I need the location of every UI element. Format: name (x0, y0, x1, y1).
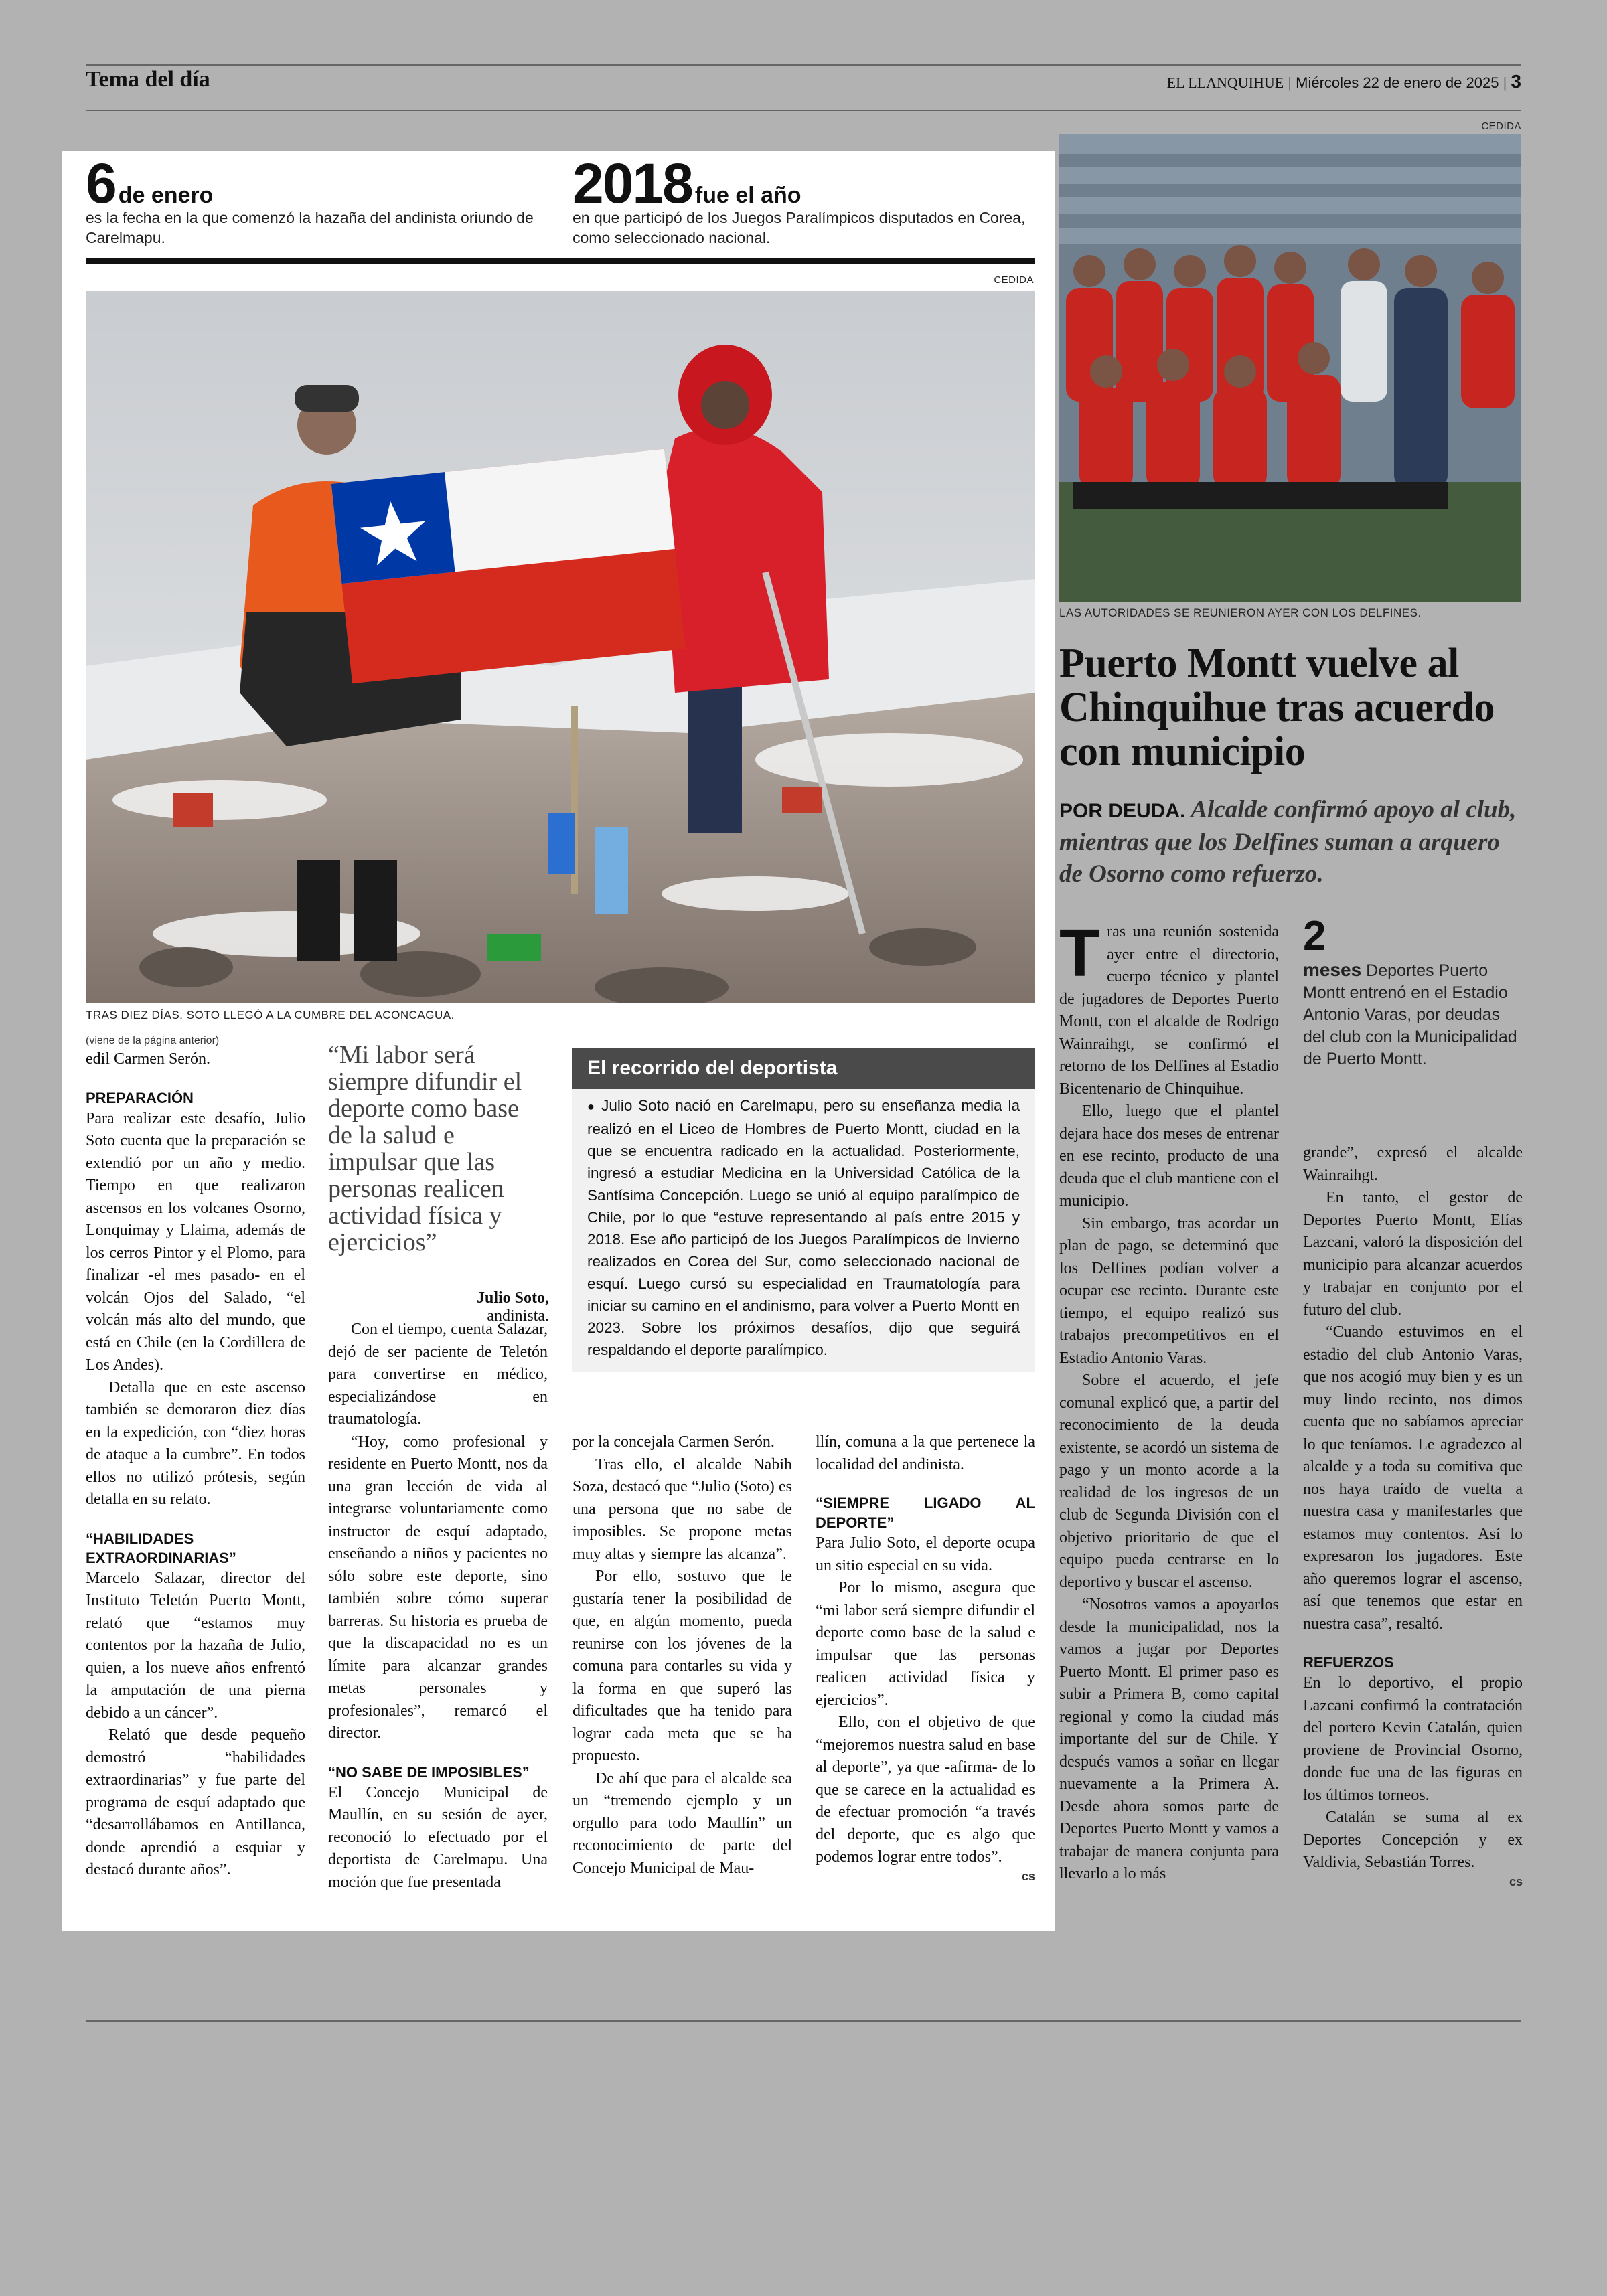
sideB-p3: “Cuando estuvimos en el estadio del club Antonio Varas, que nos acogió muy bien y es un muy lindo recinto, nos dimos cuenta que no sabíamos apreciar lo que teníamos. Le agradezco al alcalde y a toda su comitiva que nos haya traído de vuelta a nuestra casa y manifestarles que estamos muy contentos. Así lo expresaron los jugadores. Este año queremos lograr el ascenso, así que tenemos que estar en nuestra casa”, resaltó. (1303, 1323, 1523, 1633)
continued-note: (viene de la página anterior) (86, 1035, 220, 1046)
side-fact-unit: meses (1303, 959, 1362, 980)
side-headline: Puerto Montt vuelve al Chinquihue tras acuerdo con municipio (1059, 641, 1495, 774)
side-end-mark: cs (1509, 1874, 1523, 1888)
section-title: Tema del día (86, 67, 210, 92)
column-4 (816, 1431, 1035, 1884)
fact-2-number: 2018 (572, 152, 692, 215)
pull-quote-text: “Mi labor será siempre difundir el deporte como base de la salud e impulsar que las personas realicen actividad física y ejercicios” (328, 1041, 522, 1256)
col1-p2: Detalla que en este ascenso también se demoraron diez días en la expedición, con “diez horas de ataque a la cumbre”. En todos ellos no utilizó prótesis, según detalla en su relato. (86, 1378, 305, 1508)
end-mark: cs (1021, 1869, 1035, 1883)
info-box-text: Julio Soto nació en Carelmapu, pero su enseñanza media la realizó en el Liceo de Hombres de Puerto Montt, ciudad en la que se encuentra radicado en la actualidad. Posteriormente, ingresó a estudiar Medicina en la Universidad Católica de la Santísima Concepción. Luego se unió al equipo paralímpico de Chile, por lo que “estuve representando al país entre 2015 y 2018. Ese año participó de los Juegos Paralímpicos de Invierno realizados en Corea del Sur, como seleccionado nacional de esquí. Luego cursó su especialidad en Traumatología para iniciar su camino en el andinismo, para volver a Puerto Montt en 2023. Sobre los próximos desafíos, dijo que seguirá respaldando el deporte paralímpico. (587, 1097, 1020, 1358)
pull-quote-author: Julio Soto, (476, 1289, 549, 1307)
column-3 (572, 1431, 792, 1880)
col4-p4: Ello, con el objetivo de que “mejoremos nuestra salud en base al deporte”, ya que -afirma- de lo que se carece en la actualidad es de efectuar promoción “a través del deporte, que es algo que podemos lograr entre todos”. (816, 1714, 1035, 1866)
side-photo (1059, 134, 1521, 602)
side-fact-text-block (1303, 959, 1521, 1070)
side-subhead: Alcalde confirmó apoyo al club, mientras que los Delfines suman a arquero de Osorno como refuerzo. (1059, 796, 1517, 888)
summit-photo-illustration (86, 291, 1035, 1003)
main-photo (86, 291, 1035, 1003)
sideA-p3: Sin embargo, tras acordar un plan de pago, se determinó que los Delfines podían volver a ocupar ese recinto. Durante este tiempo, el equipo realizó sus trabajos precompetitivos en el Estadio Antonio Varas. (1059, 1214, 1279, 1367)
col3-p3: Por ello, sostuvo que le gustaría tener la posibilidad de que, en algún momento, pueda reunirse con los jóvenes de la comuna para contarles su vida y la forma en que superó las dificultades que ha tenido para lograr cada meta que se ha propuesto. (572, 1568, 792, 1765)
col1-p3: Marcelo Salazar, director del Instituto Teletón Puerto Montt, relató que “estamos muy contentos por la hazaña de Julio, quien, a los nueve años enfrentó la amputación de una pierna debido a un cáncer”. (86, 1569, 305, 1722)
header-rule (86, 110, 1521, 111)
team-photo-illustration (1059, 134, 1521, 602)
fact-1-unit: de enero (118, 183, 214, 208)
col2-p3: El Concejo Municipal de Maullín, en su sesión de ayer, reconoció lo efectuado por el deportista de Carelmapu. Una moción que fue presentada (328, 1783, 548, 1891)
dropcap: T (1059, 916, 1101, 991)
col1-p0: edil Carmen Serón. (86, 1050, 210, 1068)
pull-quote-role: andinista. (487, 1307, 549, 1325)
col3-p2: Tras ello, el alcalde Nabih Soza, destacó que “Julio (Soto) es una persona que no sabe de imposibles. Se propone metas muy altas y siempre las alcanza”. (572, 1455, 792, 1563)
fact-1 (86, 152, 554, 248)
col4-heading-deporte: “SIEMPRE LIGADO AL DEPORTE” (816, 1495, 1035, 1531)
page-header (86, 67, 1521, 106)
sideB-p4: En lo deportivo, el propio Lazcani confirmó la contratación del portero Kevin Catalán, quien proviene de Provincial Osorno, donde fue una de las figuras en los últimos torneos. (1303, 1674, 1523, 1804)
col1-p1: Para realizar este desafío, Julio Soto cuenta que la preparación se extendió por un año y medio. Tiempo en que realizaron ascensos en los volcanes Osorno, Lonquimay y Llaima, además de los cerros Pintor y el Plomo, para finalizar -el mes pasado- en el volcán Ojos del Salado, “el volcán más alto del mundo, que está en Chile (en la Cordillera de Los Andes). (86, 1109, 305, 1374)
sideA-p5: “Nosotros vamos a apoyarlos desde la municipalidad, nos la vamos a jugar por Deportes Puerto Montt. El primer paso es subir a Primera B, como capital regional y como la ciudad más importante del sur de Chile. Y después vamos a soñar en llegar nuevamente a la Primera A. Desde ahora somos parte de Deportes Puerto Montt y vamos a trabajar de manera conjunta para llevarlo a lo más (1059, 1596, 1279, 1882)
side-photo-caption: LAS AUTORIDADES SE REUNIERON AYER CON LOS DELFINES. (1059, 606, 1422, 619)
sideB-heading-refuerzos: REFUERZOS (1303, 1654, 1394, 1671)
side-photo-credit: CEDIDA (1481, 120, 1521, 132)
column-2 (328, 1319, 548, 1894)
side-kicker: POR DEUDA. (1059, 800, 1186, 822)
col3-p1: por la concejala Carmen Serón. (572, 1433, 775, 1451)
col4-p1: llín, comuna a la que pertenece la localidad del andinista. (816, 1433, 1035, 1473)
col2-p1: Con el tiempo, cuenta Salazar, dejó de ser paciente de Teletón para convertirse en médico, especializándose en traumatología. (328, 1321, 548, 1428)
fact-2-text: en que participó de los Juegos Paralímpicos disputados en Corea, como seleccionado nacional. (572, 209, 1026, 246)
col3-p4: De ahí que para el alcalde sea un “tremendo ejemplo y un orgullo para todo Maullín” un reconocimiento de parte del Concejo Municipal de Mau- (572, 1769, 792, 1877)
sideA-p1: ras una reunión sostenida ayer entre el directorio, cuerpo técnico y plantel de jugadores de Deportes Puerto Montt, con el alcalde de Rodrigo Wainraihgt, se confirmó el retorno de los Delfines al Estadio Bicentenario de Chinquihue. (1059, 923, 1279, 1098)
fact-1-text: es la fecha en la que comenzó la hazaña del andinista oriundo de Carelmapu. (86, 209, 534, 246)
col1-heading-preparacion: PREPARACIÓN (86, 1089, 194, 1106)
col1-heading-habilidades: “HABILIDADES EXTRAORDINARIAS” (86, 1530, 236, 1566)
col4-p2: Para Julio Soto, el deporte ocupa un sitio especial en su vida. (816, 1534, 1035, 1574)
masthead-info: EL LLANQUIHUE | Miércoles 22 de enero de 2025 | 3 (1166, 71, 1521, 92)
column-1 (86, 1034, 305, 1882)
side-fact (1303, 914, 1521, 1070)
newspaper-name: EL LLANQUIHUE (1166, 74, 1284, 91)
sideA-p4: Sobre el acuerdo, el jefe comunal explicó que, a partir del reconocimiento de la deuda existente, se acordó un sistema de pago y un monto acorde a la realidad de los ingresos de un club de Segunda División con el objetivo prioritario de que el equipo pueda centrarse en lo deportivo y buscar el ascenso. (1059, 1372, 1279, 1591)
main-photo-credit: CEDIDA (994, 274, 1034, 286)
col1-p4: Relató que desde pequeño demostró “habilidades extraordinarias” y fue parte del programa de esquí adaptado que “desarrollábamos en Antillanca, donde aprendió a esquiar y destacó durante años”. (86, 1726, 305, 1878)
footer-rule (86, 2020, 1521, 2022)
info-box-body: ● Julio Soto nació en Carelmapu, pero su enseñanza media la realizó en el Liceo de Hombres de Puerto Montt, ciudad en la que se encuentra radicado en la actualidad. Posteriormente, ingresó a estudiar Medicina en la Universidad Católica de la Santísima Concepción. Luego se unió al equipo paralímpico de Chile, por lo que “estuve representando al país entre 2015 y 2018. Ese año participó de los Juegos Paralímpicos de Invierno realizados en Corea del Sur, como seleccionado nacional de esquí. Luego cursó su especialidad en Traumatología para iniciar su camino en el andinismo, para volver a Puerto Montt en 2023. Sobre los próximos desafíos, dijo que seguirá respaldando el deporte paralímpico. (572, 1089, 1035, 1372)
page-number: 3 (1511, 71, 1521, 92)
chile-flag (331, 449, 686, 684)
fact-1-number: 6 (86, 152, 116, 215)
facts-rule (86, 258, 1035, 264)
side-column-a (1059, 916, 1279, 1886)
pull-quote (328, 1042, 549, 1325)
info-box (572, 1048, 1035, 1372)
main-photo-caption: TRAS DIEZ DÍAS, SOTO LLEGÓ A LA CUMBRE DEL ACONCAGUA. (86, 1009, 455, 1021)
issue-date: Miércoles 22 de enero de 2025 (1296, 74, 1499, 91)
fact-2-unit: fue el año (694, 183, 801, 208)
sideB-p5: Catalán se suma al ex Deportes Concepción y ex Valdivia, Sebastián Torres. (1303, 1809, 1523, 1871)
col4-p3: Por lo mismo, asegura que “mi labor será siempre difundir el deporte como base de la salud e impulsar que las personas realicen actividad física y ejercicios”. (816, 1579, 1035, 1709)
sideA-p2: Ello, luego que el plantel dejara hace dos meses de entrenar en ese recinto, producto de una deuda que el club mantiene con el municipio. (1059, 1102, 1279, 1210)
col2-p2: “Hoy, como profesional y residente en Puerto Montt, nos da una gran lección de vida al integrarse voluntariamente como instructor de esquí adaptado, enseñando a niños y pacientes no sólo sobre este deporte, sino también sobre cómo superar barreras. Su historia es prueba de que la discapacidad no es un límite para alcanzar grandes metas personales y profesionales”, remarcó el director. (328, 1432, 548, 1742)
header-rule-top (86, 64, 1521, 66)
info-box-title: El recorrido del deportista (572, 1048, 1035, 1089)
side-fact-number: 2 (1303, 913, 1325, 959)
sideB-p1: grande”, expresó el alcalde Wainraihgt. (1303, 1144, 1523, 1184)
side-fact-text: Deportes Puerto Montt entrenó en el Estadio Antonio Varas, por deudas del club con la Municipalidad de Puerto Montt. (1303, 961, 1517, 1068)
col2-heading-imposibles: “NO SABE DE IMPOSIBLES” (328, 1763, 530, 1781)
sideB-p2: En tanto, el gestor de Deportes Puerto Montt, Elías Lazcani, valoró la disposición del municipio para alcanzar acuerdos y trabajar en conjunto por el futuro del club. (1303, 1189, 1523, 1319)
fact-2 (572, 152, 1041, 248)
side-subhead-block (1059, 794, 1521, 890)
side-column-b (1303, 1142, 1523, 1889)
